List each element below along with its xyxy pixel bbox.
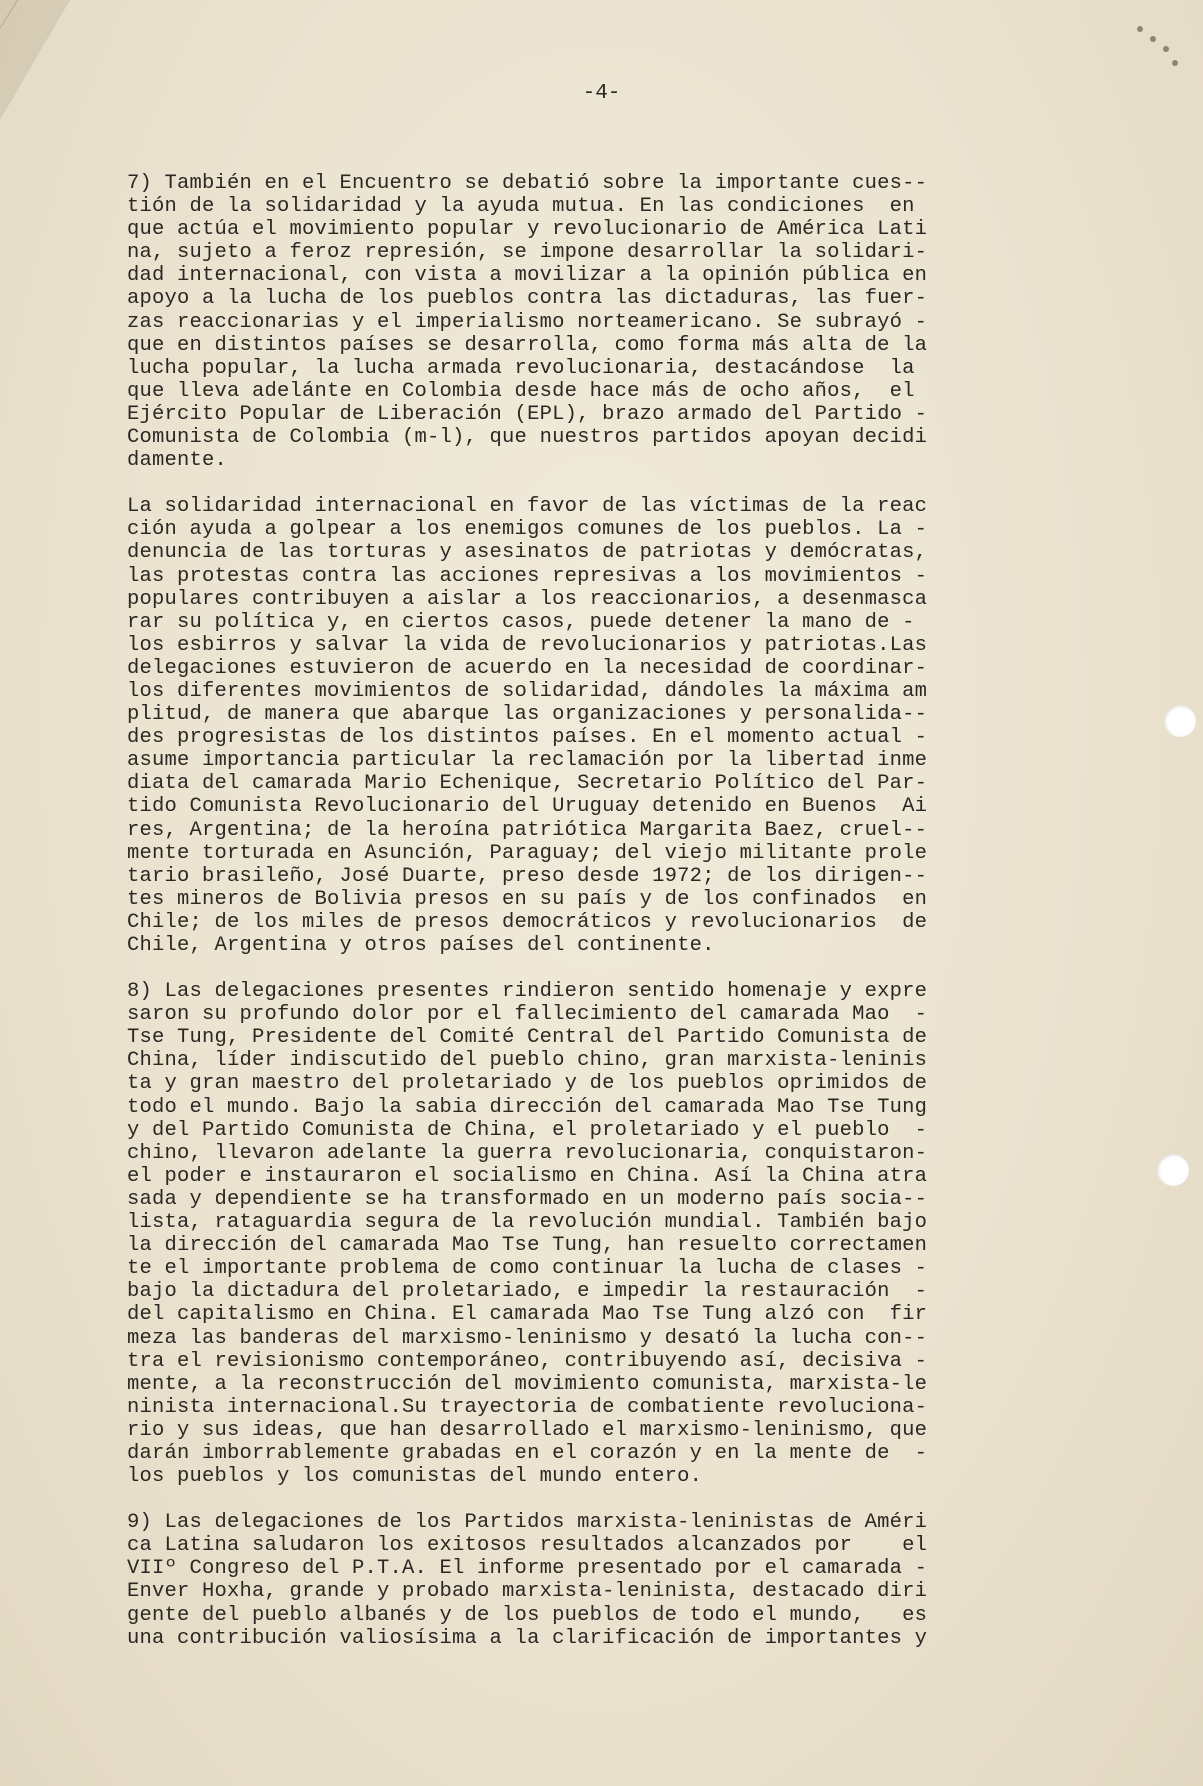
text-line: meza las banderas del marxismo-leninismo y desató la lucha con-- xyxy=(127,1326,928,1350)
text-line: asume importancia particular la reclamación por la libertad inme xyxy=(127,749,928,773)
text-line: mente torturada en Asunción, Paraguay; del viejo militante prole xyxy=(127,841,928,865)
text-line: Chile, Argentina y otros países del continente. xyxy=(127,934,715,957)
text-line: los diferentes movimientos de solidaridad, dándoles la máxima am xyxy=(127,679,928,703)
text-line: tra el revisionismo contemporáneo, contribuyendo así, decisiva - xyxy=(127,1349,928,1373)
staple-mark xyxy=(1163,46,1169,52)
text-line: chino, llevaron adelante la guerra revolucionaria, conquistaron- xyxy=(127,1141,928,1165)
text-line: La solidaridad internacional en favor de las víctimas de la reac xyxy=(127,495,928,519)
text-line: zas reaccionarias y el imperialismo norteamericano. Se subrayó - xyxy=(127,310,928,334)
text-line: VIIº Congreso del P.T.A. El informe presentado por el camarada - xyxy=(127,1557,928,1581)
staple-mark xyxy=(1137,26,1143,32)
text-line: des progresistas de los distintos países. En el momento actual - xyxy=(127,726,928,750)
text-line: sada y dependiente se ha transformado en un moderno país socia-- xyxy=(127,1187,928,1211)
text-line: tión de la solidaridad y la ayuda mutua. En las condiciones en xyxy=(127,195,915,219)
text-line: denuncia de las torturas y asesinatos de patriotas y demócratas, xyxy=(127,541,928,565)
text-line: gente del pueblo albanés y de los pueblos de todo el mundo, es xyxy=(127,1603,928,1627)
punch-hole-lower xyxy=(1157,1154,1189,1186)
text-line: Ejército Popular de Liberación (EPL), brazo armado del Partido - xyxy=(127,402,928,426)
text-line: los pueblos y los comunistas del mundo entero. xyxy=(127,1465,703,1489)
punch-hole-upper xyxy=(1164,705,1196,737)
text-line: lucha popular, la lucha armada revolucionaria, destacándose la xyxy=(127,356,915,380)
text-line: apoyo a la lucha de los pueblos contra las dictaduras, las fuer- xyxy=(127,287,928,311)
text-line: Tse Tung, Presidente del Comité Central del Partido Comunista de xyxy=(127,1026,928,1050)
text-line: Comunista de Colombia (m-l), que nuestros partidos apoyan decidi xyxy=(127,426,928,450)
page-number: -4- xyxy=(582,82,621,105)
paragraph xyxy=(127,172,1067,472)
text-line: 9) Las delegaciones de los Partidos marxista-leninistas de Améri xyxy=(127,1511,928,1535)
text-line: la dirección del camarada Mao Tse Tung, han resuelto correctamen xyxy=(127,1234,928,1258)
text-line: que actúa el movimiento popular y revolucionario de América Lati xyxy=(127,218,928,242)
text-line: diata del camarada Mario Echenique, Secretario Político del Par- xyxy=(127,772,928,796)
text-line: mente, a la reconstrucción del movimiento comunista, marxista-le xyxy=(127,1372,928,1396)
text-line: tido Comunista Revolucionario del Uruguay detenido en Buenos Ai xyxy=(127,795,928,819)
document-body xyxy=(127,172,1067,1673)
text-line: saron su profundo dolor por el fallecimiento del camarada Mao - xyxy=(127,1003,928,1027)
text-line: ninista internacional.Su trayectoria de combatiente revoluciona- xyxy=(127,1395,928,1419)
paragraph xyxy=(127,1511,1067,1650)
text-line: una contribución valiosísima a la clarificación de importantes y xyxy=(127,1626,928,1650)
text-line: del capitalismo en China. El camarada Mao Tse Tung alzó con fir xyxy=(127,1303,928,1327)
text-line: te el importante problema de como continuar la lucha de clases - xyxy=(127,1257,928,1281)
text-line: el poder e instauraron el socialismo en China. Así la China atra xyxy=(127,1164,928,1188)
text-line: todo el mundo. Bajo la sabia dirección del camarada Mao Tse Tung xyxy=(127,1095,928,1119)
text-line: darán imborrablemente grabadas en el corazón y en la mente de - xyxy=(127,1441,928,1465)
staple-mark xyxy=(1150,36,1156,42)
paragraph xyxy=(127,980,1067,1488)
text-line: tes mineros de Bolivia presos en su país y de los confinados en xyxy=(127,887,928,911)
text-line: res, Argentina; de la heroína patriótica Margarita Baez, cruel-- xyxy=(127,818,928,842)
text-line: que lleva adelánte en Colombia desde hace más de ocho años, el xyxy=(127,379,915,403)
staple-mark xyxy=(1172,60,1178,66)
text-line: China, líder indiscutido del pueblo chino, gran marxista-leninis xyxy=(127,1049,928,1073)
text-line: ca Latina saludaron los exitosos resultados alcanzados por el xyxy=(127,1534,928,1558)
text-line: damente. xyxy=(127,449,228,473)
text-line: Chile; de los miles de presos democráticos y revolucionarios de xyxy=(127,910,928,934)
text-line: populares contribuyen a aislar a los reaccionarios, a desenmasca xyxy=(127,587,928,611)
text-line: las protestas contra las acciones represivas a los movimientos - xyxy=(127,564,928,588)
text-line: y del Partido Comunista de China, el proletariado y el pueblo - xyxy=(127,1118,928,1142)
text-line: lista, rataguardia segura de la revolución mundial. También bajo xyxy=(127,1211,928,1235)
text-line: dad internacional, con vista a movilizar a la opinión pública en xyxy=(127,264,928,288)
text-line: ción ayuda a golpear a los enemigos comunes de los pueblos. La - xyxy=(127,518,928,542)
text-line: Enver Hoxha, grande y probado marxista-leninista, destacado diri xyxy=(127,1580,928,1604)
text-line: bajo la dictadura del proletariado, e impedir la restauración - xyxy=(127,1280,928,1304)
text-line: 8) Las delegaciones presentes rindieron sentido homenaje y expre xyxy=(127,980,928,1004)
text-line: delegaciones estuvieron de acuerdo en la necesidad de coordinar- xyxy=(127,656,928,680)
text-line: ta y gran maestro del proletariado y de los pueblos oprimidos de xyxy=(127,1072,928,1096)
text-line: 7) También en el Encuentro se debatió sobre la importante cues-- xyxy=(127,172,928,195)
text-line: rar su política y, en ciertos casos, puede detener la mano de - xyxy=(127,610,915,634)
text-line: que en distintos países se desarrolla, como forma más alta de la xyxy=(127,333,928,357)
text-line: tario brasileño, José Duarte, preso desde 1972; de los dirigen-- xyxy=(127,864,928,888)
text-line: na, sujeto a feroz represión, se impone desarrollar la solidari- xyxy=(127,241,928,265)
text-line: los esbirros y salvar la vida de revolucionarios y patriotas.Las xyxy=(127,633,928,657)
text-line: rio y sus ideas, que han desarrollado el marxismo-leninismo, que xyxy=(127,1418,928,1442)
paragraph xyxy=(127,495,1067,957)
text-line: plitud, de manera que abarque las organizaciones y personalida-- xyxy=(127,703,928,727)
